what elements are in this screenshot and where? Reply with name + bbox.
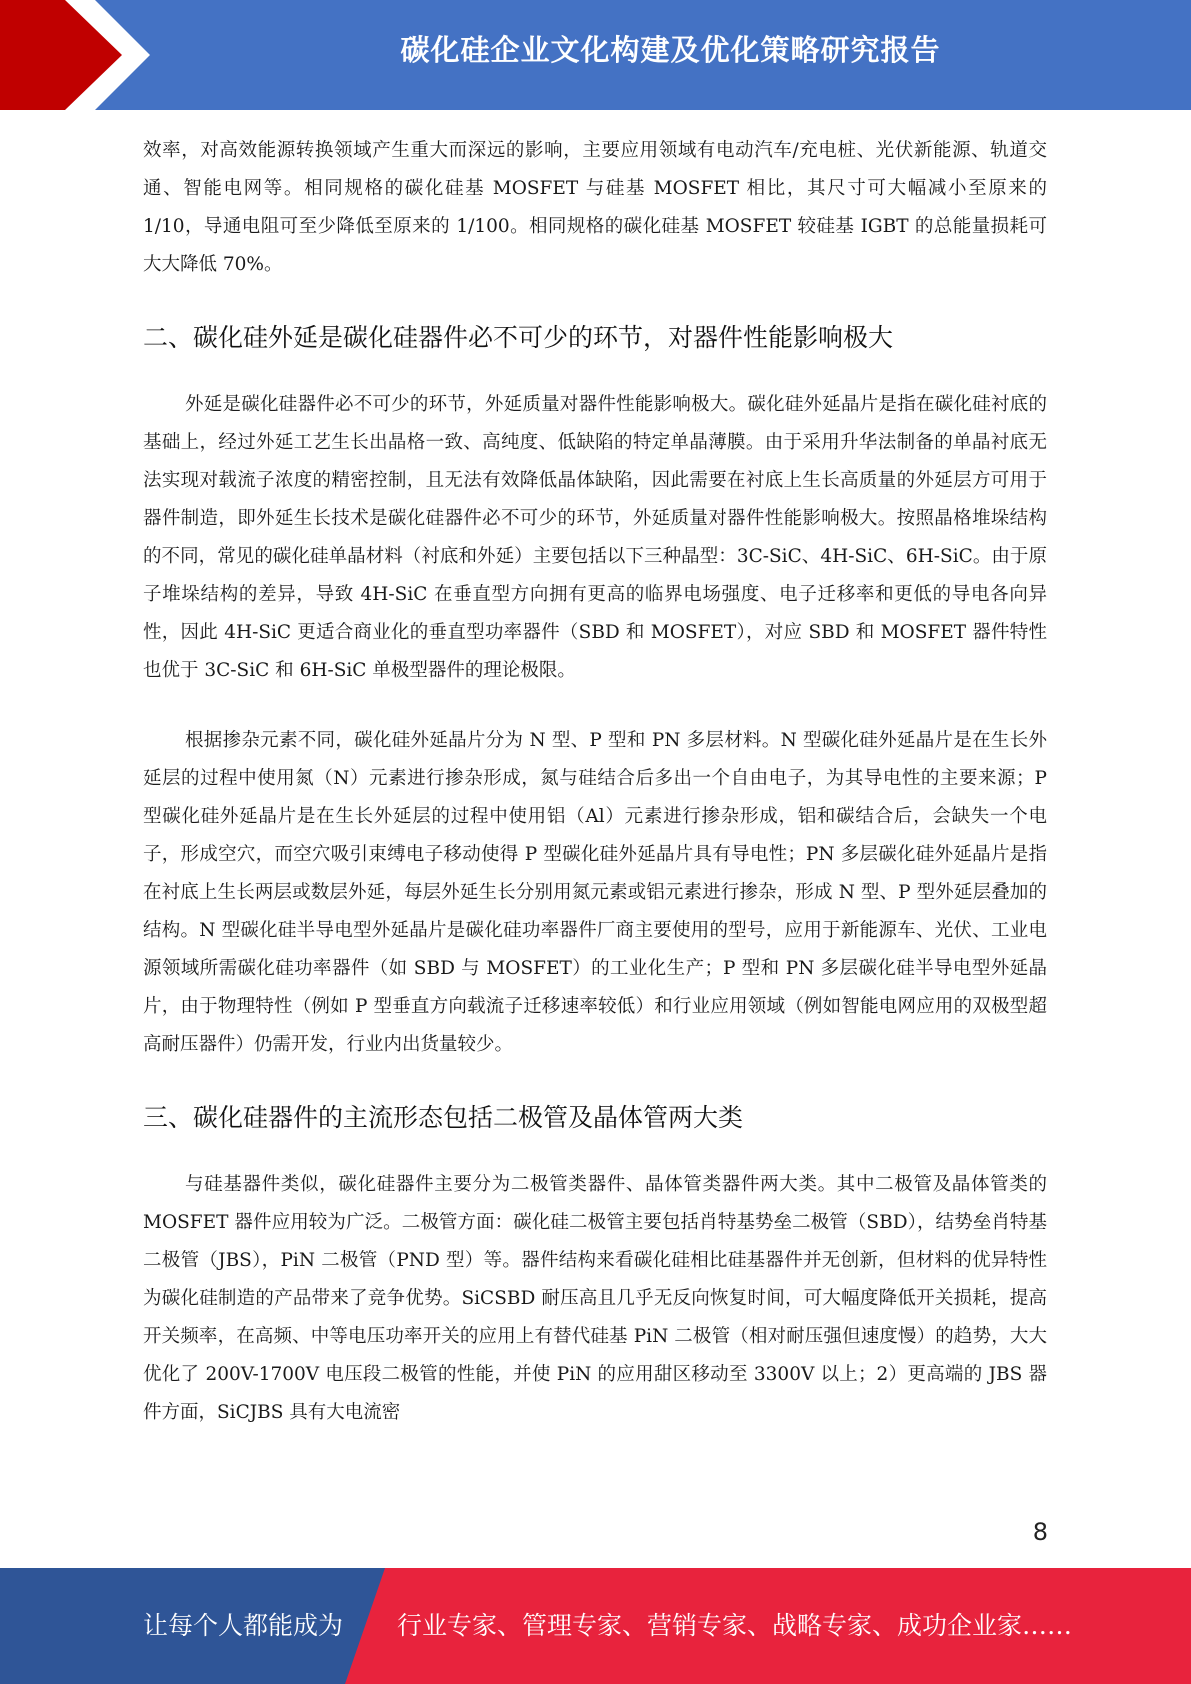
page-header xyxy=(0,0,1191,110)
paragraph-doping-types: 根据掺杂元素不同，碳化硅外延晶片分为 N 型、P 型和 PN 多层材料。N 型碳化硅外延晶片是在生长外延层的过程中使用氮（N）元素进行掺杂形成，氮与硅结合后多出一个自由电子，为其导电性的主要来源；P 型碳化硅外延晶片是在生长外延层的过程中使用铝（Al）元素进行掺杂形成，铝和碳结合后，会缺失一个电子，形成空穴，而空穴吸引束缚电子移动使得 P 型碳化硅外延晶片具有导电性；PN 多层碳化硅外延晶片是指在衬底上生长两层或数层外延，每层外延生长分别用氮元素或铝元素进行掺杂，形成 N 型、P 型外延层叠加的结构。N 型碳化硅半导电型外延晶片是碳化硅功率器件厂商主要使用的型号，应用于新能源车、光伏、工业电源领域所需碳化硅功率器件（如 SBD 与 MOSFET）的工业化生产；P 型和 PN 多层碳化硅半导电型外延晶片，由于物理特性（例如 P 型垂直方向载流子迁移速率较低）和行业应用领域（例如智能电网应用的双极型超高耐压器件）仍需开发，行业内出货量较少。 xyxy=(143,730,1047,1055)
page-footer xyxy=(0,1568,1191,1684)
section-heading-epitaxy: 二、碳化硅外延是碳化硅器件必不可少的环节，对器件性能影响极大 xyxy=(143,323,894,352)
paragraph-efficiency: 效率，对高效能源转换领域产生重大而深远的影响，主要应用领域有电动汽车/充电桩、光伏新能源、轨道交通、智能电网等。相同规格的碳化硅基 MOSFET 与硅基 MOSFET 相比，其尺寸可大幅减小至原来的 1/10，导通电阻可至少降低至原来的 1/100。相同规格的碳化硅基 MOSFET 较硅基 IGBT 的总能量损耗可大大降低 70%。 xyxy=(143,140,1047,275)
paragraph-diodes-transistors: 与硅基器件类似，碳化硅器件主要分为二极管类器件、晶体管类器件两大类。其中二极管及晶体管类的 MOSFET 器件应用较为广泛。二极管方面：碳化硅二极管主要包括肖特基势垒二极管（SBD），结势垒肖特基二极管（JBS），PiN 二极管（PND 型）等。器件结构来看碳化硅相比硅基器件并无创新，但材料的优异特性为碳化硅制造的产品带来了竞争优势。SiCSBD 耐压高且几乎无反向恢复时间，可大幅度降低开关损耗，提高开关频率，在高频、中等电压功率开关的应用上有替代硅基 PiN 二极管（相对耐压强但速度慢）的趋势，大大优化了 200V-1700V 电压段二极管的性能，并使 PiN 的应用甜区移动至 3300V 以上；2）更高端的 JBS 器件方面，SiCJBS 具有大电流密 xyxy=(143,1174,1047,1423)
paragraph-epitaxy-intro: 外延是碳化硅器件必不可少的环节，外延质量对器件性能影响极大。碳化硅外延晶片是指在碳化硅衬底的基础上，经过外延工艺生长出晶格一致、高纯度、低缺陷的特定单晶薄膜。由于采用升华法制备的单晶衬底无法实现对载流子浓度的精密控制，且无法有效降低晶体缺陷，因此需要在衬底上生长高质量的外延层方可用于器件制造，即外延生长技术是碳化硅器件必不可少的环节，外延质量对器件性能影响极大。按照晶格堆垛结构的不同，常见的碳化硅单晶材料（衬底和外延）主要包括以下三种晶型：3C-SiC、4H-SiC、6H-SiC。由于原子堆垛结构的差异，导致 4H-SiC 在垂直型方向拥有更高的临界电场强度、电子迁移率和更低的导电各向异性，因此 4H-SiC 更适合商业化的垂直型功率器件（SBD 和 MOSFET），对应 SBD 和 MOSFET 器件特性也优于 3C-SiC 和 6H-SiC 单极型器件的理论极限。 xyxy=(143,394,1047,681)
page-content xyxy=(143,132,1047,1432)
section-heading-device-forms: 三、碳化硅器件的主流形态包括二极管及晶体管两大类 xyxy=(143,1103,744,1132)
footer-slogan-left: 让每个人都能成为 xyxy=(143,1611,344,1640)
footer-slogan-right: 行业专家、管理专家、营销专家、战略专家、成功企业家…… xyxy=(397,1611,1073,1640)
page-number: 8 xyxy=(1032,1518,1048,1546)
report-title: 碳化硅企业文化构建及优化策略研究报告 xyxy=(400,33,941,67)
header-chevron-decoration xyxy=(0,0,150,110)
